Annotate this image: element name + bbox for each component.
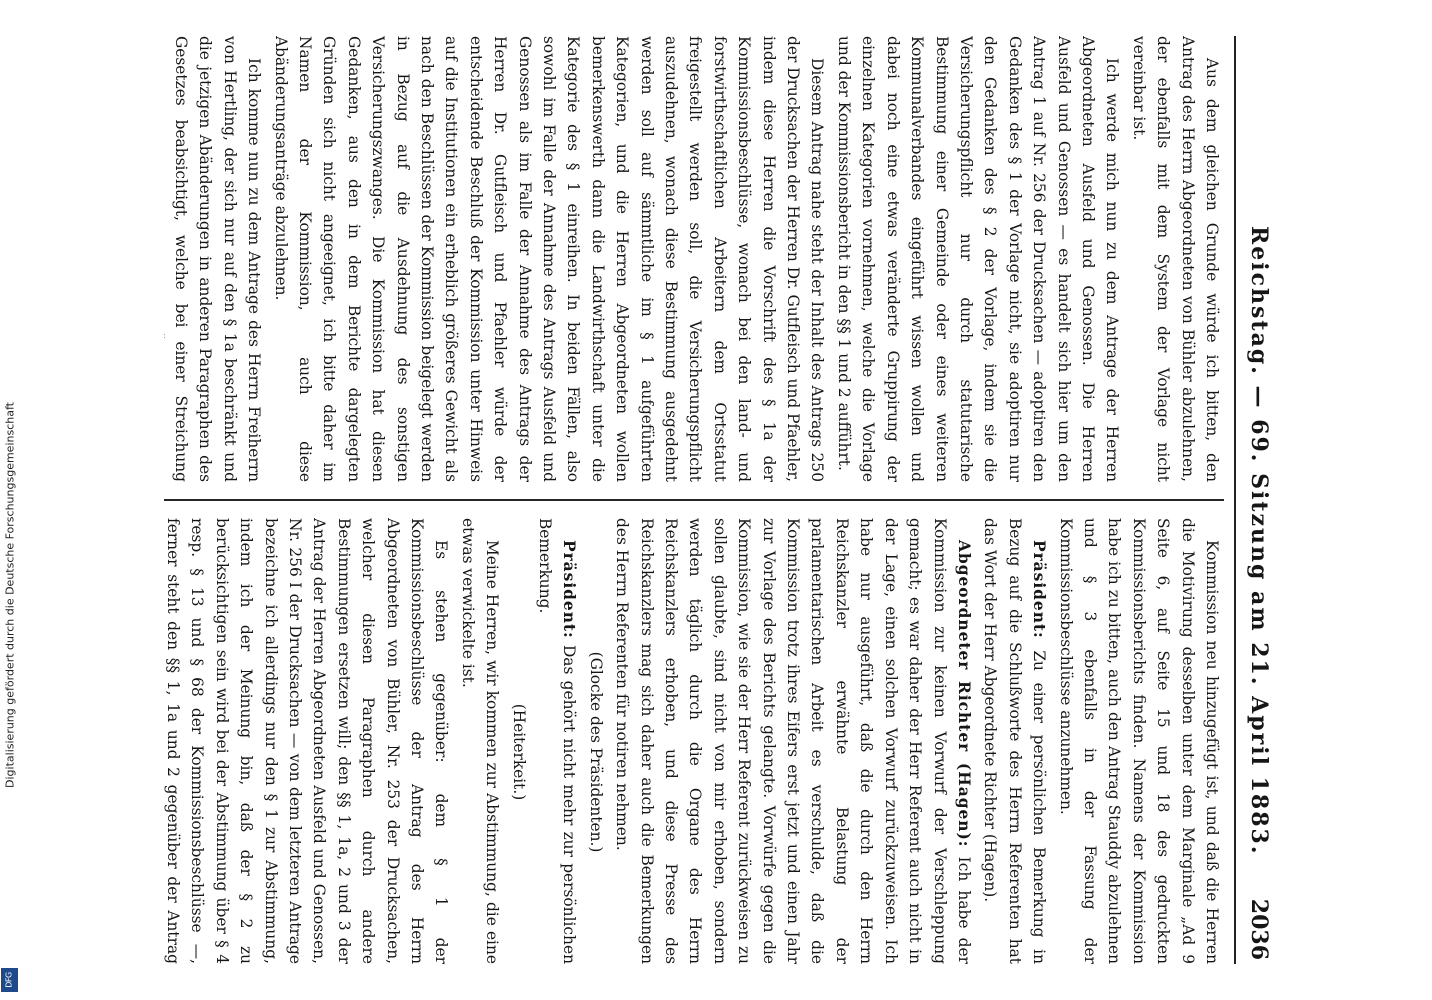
paragraph: Ich werde mich nun zu dem Antrage der Herren Abgeordneten Ausfeld und Genossen. Die Herren Ausfeld und Genossen — es handelt sich hier um den Antrag 1 auf Nr. 256 der Drucksachen — adoptiren den Gedanken des § 1 der Vorlage nicht, sie adoptiren nur den Gedanken des § 2 der Vorlage, indem sie die Versicherungspflicht nur durch statutarische Bestimmung einer Gemeinde oder eines weiteren Kommunalverbandes eingeführt wissen wollen und dabei noch eine etwas veränderte Gruppirung der einzelnen Kategorien vornehmen, welche die Vorlage und der Kommissionsbericht in den §§ 1 und 2 aufführt. <box>834 36 1122 482</box>
speaker-name: Präsident: <box>1030 540 1049 639</box>
speech-text: Das gehört nicht mehr zur persönlichen Bemerkung. <box>536 518 579 964</box>
document-sheet <box>116 0 1316 1000</box>
paragraph: Es stehen gegenüber: dem § 1 der Kommissionsbeschlüsse der Antrag des Herrn Abgeordneten von Bühler, Nr. 253 der Drucksachen, welcher diesen Paragraphen durch andere Bestimmungen ersetzen will; den §§ 1, 1a, 2 und 3 der Antrag der Herren Abgeordneten Ausfeld und Genossen, Nr. 256 I der Drucksachen — von dem letzteren Antrage bezeichne ich allerdings nur den § 1 zur Abstimmung, indem ich der Meinung bin, daß der § 2 zu berücksichtigen sein wird bei der Abstimmung über § 4 resp. § 13 und § 68 der Kommissionsbeschlüsse —, ferner steht den §§ 1, 1a und 2 gegenüber der Antrag <box>164 518 451 964</box>
speaker-paragraph <box>533 518 582 964</box>
page-header <box>1234 36 1280 964</box>
column-divider <box>164 499 1224 501</box>
stage-direction: (Glocke des Präsidenten.) <box>586 651 605 853</box>
credit-text: Digitalisierung gefördert durch die Deutsche Forschungsgemeinschaft <box>3 402 17 788</box>
paragraph: Meine Herren, wir kommen zur Abstimmung, die eine etwas verwickelte ist. <box>458 518 502 964</box>
right-column <box>164 518 1224 964</box>
speaker-paragraph <box>978 518 1051 964</box>
speaker-name: Abgeordneter Richter (Hagen): <box>954 540 973 848</box>
speaker-paragraph <box>610 518 976 964</box>
left-column <box>164 36 1224 482</box>
speech-text: Zu einer persönlichen Bemerkung in Bezug auf die Schlußworte des Herrn Referenten hat das Wort der Herr Abgeordnete Richter (Hagen). <box>981 518 1049 964</box>
paragraph: Aus dem gleichen Grunde würde ich bitten, den Antrag des Herrn Abgeordneten von Bühler abzulehnen, der ebenfalls mit dem System der Vorlage nicht vereinbar ist. <box>1129 36 1221 482</box>
speaker-name: Präsident: <box>560 540 579 639</box>
paragraph: Ich komme nun zu dem Antrage des Herrn Freiherrn von Hertling, der sich nur auf den § 1a beschränkt und die jetzigen Abänderungen in anderen Paragraphen des Gesetzes beabsichtigt, welche bei einer Streichung <box>171 36 264 482</box>
dfg-logo-text: DFG <box>4 972 14 988</box>
paragraph: Kommission neu hinzugefügt ist, und daß die Herren die Motivirung desselben unter dem Marginale „Ad 9 Seite 6, auf Seite 15 und 18 des gedruckten Kommissionsberichts finden. Namens der Kommission habe ich zu bitten, auch den Antrag Stauddy abzulehnen und § 3 ebenfalls in der Fassung der Kommissionsbeschlüsse anzunehmen. <box>1056 518 1221 964</box>
page-title: Reichstag. — 69. Sitzung am 21. April 1883. <box>1246 226 1272 856</box>
digitization-credit <box>0 0 20 1000</box>
stage-direction: (Heiterkeit.) <box>509 703 528 801</box>
page-number: 2036 <box>1246 898 1272 960</box>
dfg-logo <box>1 968 18 992</box>
speech-text: Ich habe der Kommission zur keinen Vorwurf der Verschleppung gemacht; es war daher der Herr Referent auch nicht in der Lage, einen solchen Vorwurf zurückzuweisen. Ich habe nur ausgeführt, daß die durch den Herrn Reichskanzler erwähnte Belastung der parlamentarischen Arbeit es verschulde, daß die Kommission trotz ihres Eifers erst jetzt und einen Jahr zur Vorlage des Berichts gelangte. Vorwürfe gegen die Kommission, wie sie der Herr Referent zurückweisen zu sollen glaubte, sind nicht von mir erhoben, sondern werden täglich durch die Organe des Herrn Reichskanzlers erhoben, und diese Presse des Reichskanzlers mag sich daher auch die Bemerkungen des Herrn Referenten für notiren nehmen. <box>613 518 973 964</box>
text-columns <box>164 36 1224 964</box>
paragraph: Diesem Antrag nahe steht der Inhalt des Antrags 250 der Drucksachen der Herren Dr. Gutfleisch und Pfaehler, indem diese Herren die Vorschrift des § 1a der Kommissionsbeschlüsse, wonach bei den land- und forstwirthschaftlichen Arbeitern dem Ortsstatut freigestellt werden soll, die Versicherungspflicht auszudehnen, wonach diese Bestimmung ausgedehnt werden soll auf sämmtliche im § 1 aufgeführten Kategorien, und die Herren Abgeordneten wollen bemerkenswerth dann die Landwirthschaft unter die Kategorie des § 1 einreihen. In beiden Fällen, also sowohl im Falle der Annahme des Antrags Ausfeld und Genossen als im Falle der Annahme des Antrags der Herren Dr. Gutfleisch und Pfaehler würde der entscheidende Beschluß der Kommission unter Hinweis auf die Institutionen ein erheblich größeres Gewicht als nach den Beschlüssen der Kommission beigelegt werden in Bezug auf die Ausdehnung des sonstigen Versicherungszwanges. Die Kommission hat diesen Gedanken, aus den in dem Berichte dargelegten Gründen sich nicht angeeignet, ich bitte daher im Namen der Kommission, auch diese Abänderungsanträge abzulehnen. <box>271 36 827 482</box>
